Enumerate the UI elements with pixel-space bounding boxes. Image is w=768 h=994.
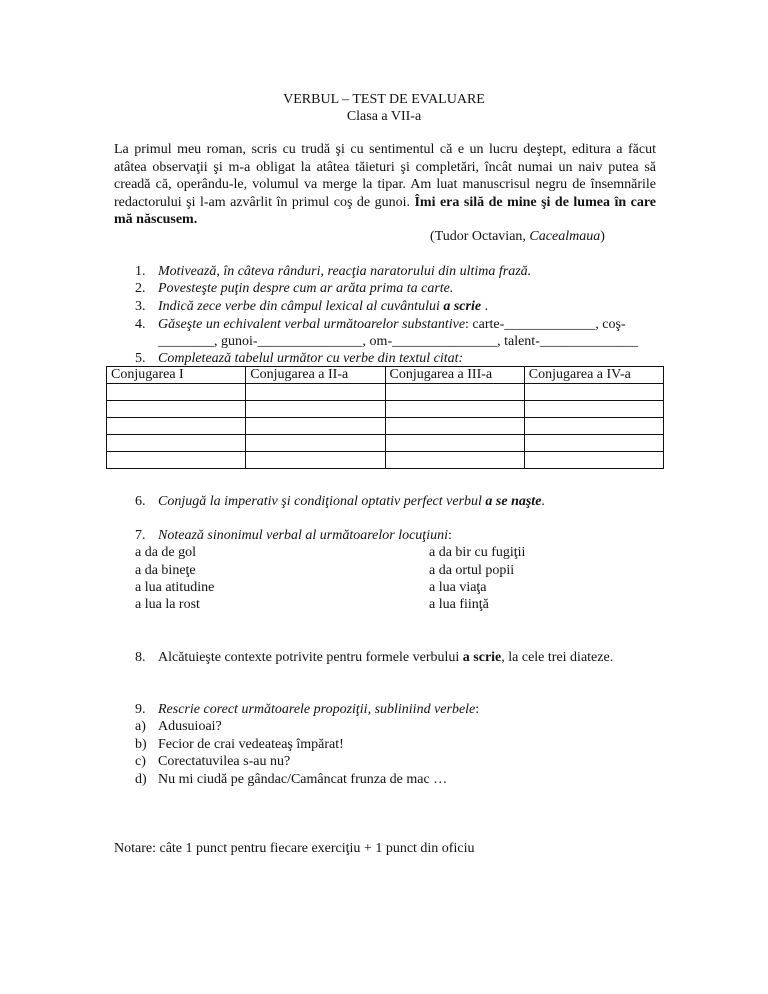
q3-number: 3. (135, 299, 146, 314)
locutiune-right-3: a lua viaţa (429, 580, 487, 595)
locutiune-left-2: a da bineţe (135, 563, 196, 578)
locutiune-right-4: a lua fiinţă (429, 597, 489, 612)
page-subtitle: Clasa a VII-a (346, 109, 422, 124)
table-cell[interactable] (524, 418, 663, 435)
q1-number: 1. (135, 264, 146, 279)
q7-text (158, 528, 452, 544)
q8-text-end: , la cele trei diateze. (501, 650, 614, 665)
table-cell[interactable] (246, 435, 385, 452)
table-cell[interactable] (246, 452, 385, 469)
table-header-cell: Conjugarea a III-a (385, 367, 524, 384)
locutiune-right-1: a da bir cu fugiţii (429, 545, 526, 560)
q7-number: 7. (135, 528, 146, 543)
q2-text: Povesteşte puţin despre cum ar arăta prima ta carte. (158, 281, 454, 296)
sentence-text: Nu mi ciudă pe gândac/Camâncat frunza de mac … (158, 772, 448, 787)
q8-text (158, 650, 613, 666)
table-header-row (107, 367, 664, 384)
q5-text: Completează tabelul următor cu verbe din textul citat: (158, 351, 464, 366)
locutiune-left-3: a lua atitudine (135, 580, 215, 595)
table-cell[interactable] (385, 452, 524, 469)
q3-text-main: Indică zece verbe din câmpul lexical al cuvântului (158, 299, 444, 314)
table-cell[interactable] (385, 435, 524, 452)
table-cell[interactable] (385, 418, 524, 435)
table-cell[interactable] (107, 384, 246, 401)
table-cell[interactable] (107, 401, 246, 418)
q7-text-main: Notează sinonimul verbal al următoarelor locuţiuni (158, 528, 448, 543)
table-cell[interactable] (246, 418, 385, 435)
q6-number: 6. (135, 494, 146, 509)
table-header-cell: Conjugarea a IV-a (524, 367, 663, 384)
q8-text-bold: a scrie (462, 650, 502, 665)
q2-number: 2. (135, 281, 146, 296)
sentence-letter: b) (135, 737, 147, 752)
q6-text-main: Conjugă la imperativ şi condiţional optativ perfect verbul (158, 494, 486, 509)
sentence-letter: d) (135, 772, 147, 787)
q6-text-bold: a se naşte (485, 494, 542, 509)
sentence-text: Fecior de crai vedeateaş împărat! (158, 737, 344, 752)
table-cell[interactable] (246, 401, 385, 418)
table-cell[interactable] (385, 384, 524, 401)
locutiune-right-2: a da ortul popii (429, 563, 515, 578)
sentence-text: Adusuioai? (158, 719, 222, 734)
table-cell[interactable] (385, 401, 524, 418)
q9-text-end: : (475, 702, 480, 717)
q1-text: Motivează, în câteva rânduri, reacţia naratorului din ultima frază. (158, 264, 532, 279)
quoted-text (114, 141, 656, 229)
source-close: ) (600, 229, 605, 244)
table-row (107, 452, 664, 469)
q4-number: 4. (135, 317, 146, 332)
conjugation-table (106, 366, 664, 469)
q7-text-end: : (447, 528, 452, 543)
q9-text-main: Rescrie corect următoarele propoziţii, subliniind verbele (158, 702, 476, 717)
q4-text (158, 317, 626, 333)
table-cell[interactable] (524, 384, 663, 401)
table-row (107, 418, 664, 435)
quoted-text-bold: Îmi era silă de mine şi de lumea în care mă născusem. (114, 194, 656, 227)
q4-blanks-line2: ________, gunoi-_______________, om-_______________, talent-______________ (158, 334, 638, 349)
source-author: (Tudor Octavian, (430, 229, 530, 244)
q6-text-end: . (541, 494, 545, 509)
table-row (107, 384, 664, 401)
grading-note: Notare: câte 1 punct pentru fiecare exerciţiu + 1 punct din oficiu (114, 841, 475, 856)
text-source (430, 229, 605, 245)
locutiune-left-1: a da de gol (135, 545, 197, 560)
q9-text (158, 702, 479, 718)
table-header-cell: Conjugarea I (107, 367, 246, 384)
q8-number: 8. (135, 650, 146, 665)
table-cell[interactable] (524, 401, 663, 418)
table-cell[interactable] (524, 435, 663, 452)
quoted-text-body: La primul meu roman, scris cu trudă şi cu sentimentul că e un lucru deştept, editura a făcut atâtea observaţii şi m-a obligat la atâtea tăieturi şi completări, încât numai un naiv putea să creadă că, operându-le, volumul va merge la tipar. Am luat manuscrisul negru de însemnările redactorului şi l-am azvârlit în primul coş de gunoi. (114, 142, 656, 210)
table-row (107, 435, 664, 452)
table-cell[interactable] (107, 452, 246, 469)
q8-text-main: Alcătuieşte contexte potrivite pentru formele verbului (158, 650, 463, 665)
sentence-letter: c) (135, 754, 146, 769)
table-row (107, 401, 664, 418)
q3-text-bold: a scrie (443, 299, 482, 314)
table-cell[interactable] (246, 384, 385, 401)
table-cell[interactable] (107, 418, 246, 435)
source-title: Cacealmaua (529, 229, 601, 244)
sentence-letter: a) (135, 719, 146, 734)
q4-text-main: Găseşte un echivalent verbal următoarelor substantive (158, 317, 466, 332)
table-cell[interactable] (107, 435, 246, 452)
table-cell[interactable] (524, 452, 663, 469)
q4-blanks-line1: : carte-_____________, coş- (465, 317, 626, 332)
q9-number: 9. (135, 702, 146, 717)
q3-text (158, 299, 488, 315)
q3-text-end: . (481, 299, 489, 314)
q5-number: 5. (135, 351, 146, 366)
q6-text (158, 494, 545, 510)
locutiune-left-4: a lua la rost (135, 597, 200, 612)
sentence-text: Corectatuvilea s-au nu? (158, 754, 291, 769)
page-title: VERBUL – TEST DE EVALUARE (283, 92, 485, 107)
table-header-cell: Conjugarea a II-a (246, 367, 385, 384)
